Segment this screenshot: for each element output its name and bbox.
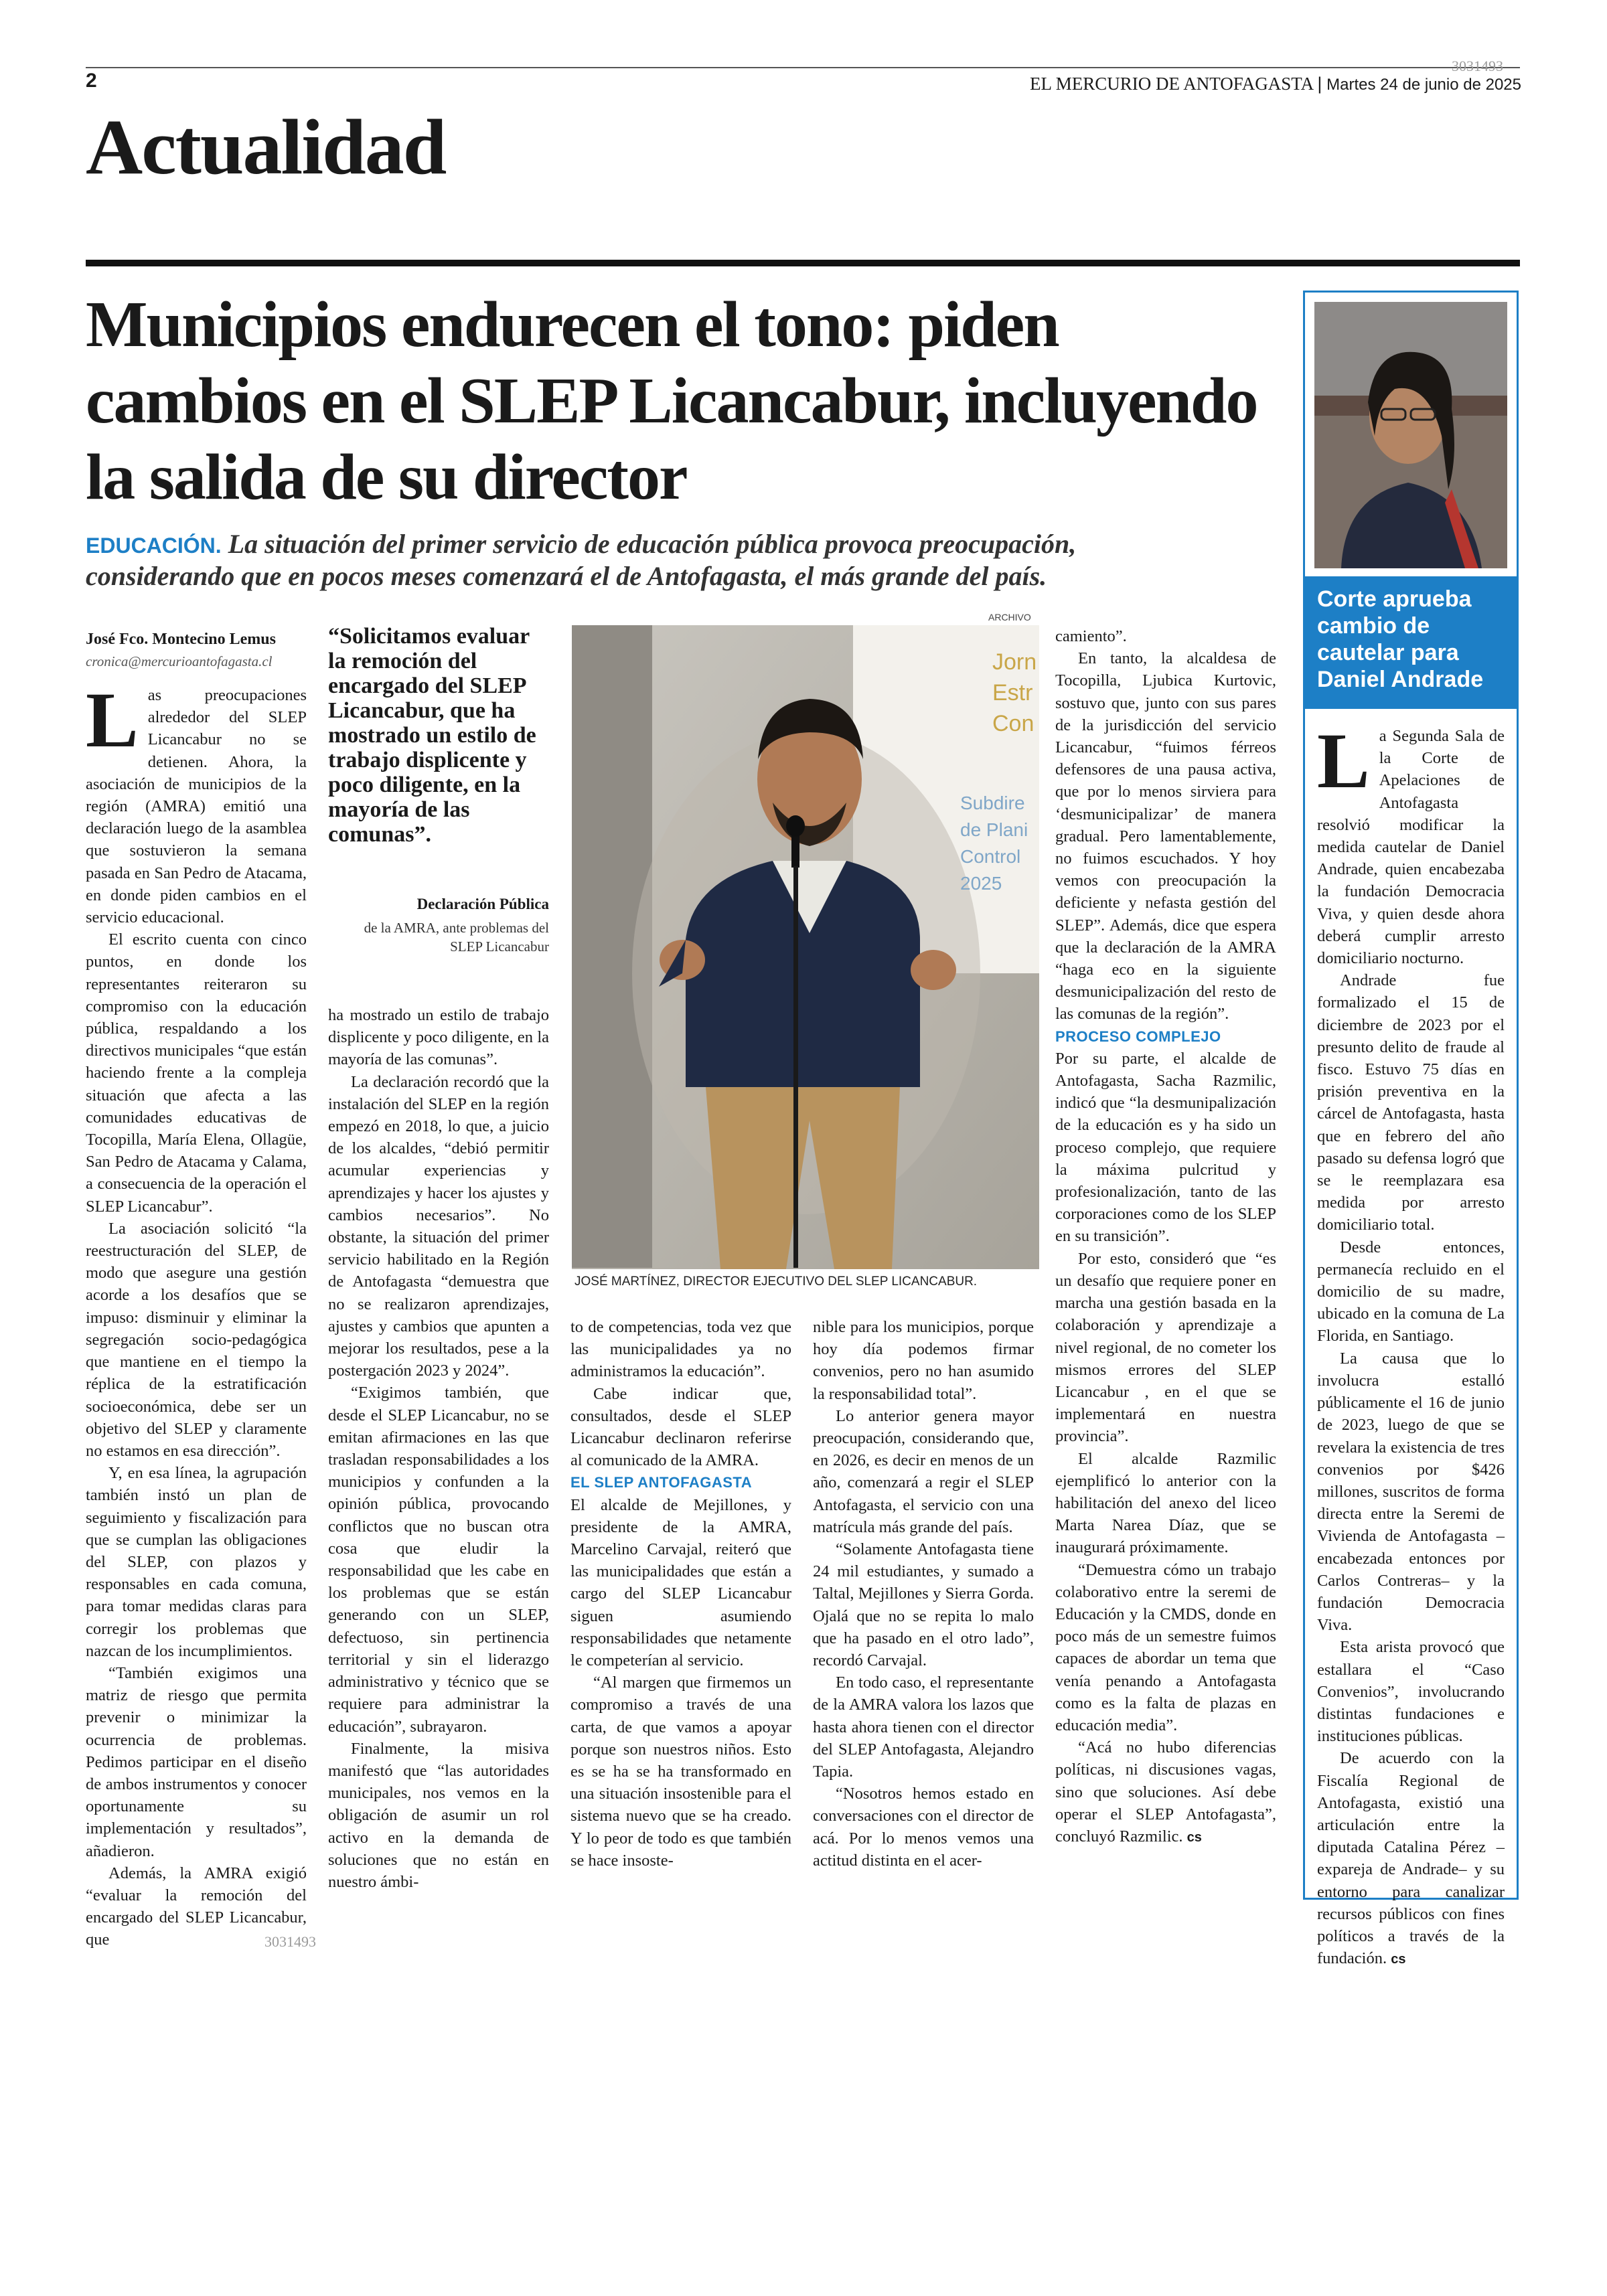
col3-p1: to de competencias, toda vez que las municipalidades ya no administramos la educación”. [570,1318,791,1381]
sidebar-end-mark: cs [1391,1952,1406,1967]
col5-p7-text: “Acá no hubo diferencias políticas, ni discusiones vagas, sino que soluciones. Así debe operar el SLEP Antofagasta”, concluyó Razmilic. [1055,1738,1276,1846]
col5-p2: En tanto, la alcaldesa de Tocopilla, Ljubica Kurtovic, sostuvo que, junto con sus pares de la jurisdicción del servicio Licancabur, “fuimos férreos defensores de una pausa activa, que por lo menos sirviera para ‘desmunicipalizar’ de manera gradual. Pero lamentablemente, no fuimos escuchados. Y hoy vemos con preocupación la deficiente y nefasta gestión del SLEP”. Además, dice que espera que la declaración de la AMRA “haga eco en la siguiente desmunicipalización del resto de las comunas de la región”. [1055,649,1276,1023]
headline: Municipios endurecen el tono: piden cambios en el SLEP Licancabur, incluyendo la salida de su director [86,289,1257,513]
col1-p6: Además, la AMRA exigió “evaluar la remoción del encargado del SLEP Licancabur, que [86,1864,307,1949]
sidebar-photo [1314,302,1507,568]
col1-p1: as preocupaciones alrededor del SLEP Licancabur no se detienen. Ahora, la asociación de municipios de la región (AMRA) emitió una declaración luego de la asamblea que sostuvieron la semana pasada en San Pedro de Atacama, en donde piden cambios en el servicio educacional. [86,686,307,927]
col5-p5: El alcalde Razmilic ejemplificó lo anterior con la habilitación del anexo del liceo Marta Narea Díaz, que se inaugurará próximamente. [1055,1449,1276,1557]
masthead-divider: | [1317,74,1322,94]
dropcap: L [86,676,139,764]
author-name: José Fco. Montecino Lemus [86,631,276,648]
sidebar-p5: Esta arista provocó que estallara el “Caso Convenios”, involucrando distintas fundaciones e instituciones públicas. [1317,1638,1505,1746]
page-id-top: 3031493 [1452,58,1503,74]
section-title: Actualidad [86,103,446,191]
col3-p4: “Al margen que firmemos un compromiso a través de una carta, de que vamos a apoyar porque son nuestros niños. Esto es se ha se ha transformado en una situación insostenible para el sistema nuevo que se ha creado. Y lo peor de todo es que también se hace insoste- [570,1673,791,1870]
col4-p3: “Solamente Antofagasta tiene 24 mil estudiantes, y sumado a Taltal, Mejillones y Sierra Gorda. Ojalá que no se repita lo malo que ha pasado en el otro lado”, recordó Carvajal. [813,1540,1034,1670]
sidebar-box [1303,291,1519,1968]
sidebar-p6-text: De acuerdo con la Fiscalía Regional de Antofagasta, existió una articulación entre la diputada Catalina Pérez –expareja de Andrade– y su entorno para canalizar recursos públicos con fines políticos a través de la fundación. [1317,1749,1505,1968]
col4-p1: nible para los municipios, porque hoy día podemos firmar convenios, pero no han asumido la responsabilidad total”. [813,1318,1034,1403]
photo-credit: ARCHIVO [988,612,1031,623]
sidebar-photo-scene [1314,302,1507,568]
screen-text-5: de Plani [960,819,1028,840]
sidebar-body [1317,717,1505,1968]
end-mark: cs [1187,1829,1202,1845]
article-column-2 [328,1004,549,1900]
col5-p3: Por su parte, el alcalde de Antofagasta, Sacha Razmilic, indicó que “la desmunipalización de la educación es y ha sido un proceso complejo, que requiere la máxima pulcritud y profesionalización, tanto de las corporaciones como de los SLEP en su transición”. [1055,1049,1276,1246]
sidebar-p2: Andrade fue formalizado el 15 de diciembre de 2023 por el presunto delito de fraude al fisco. Estuvo 75 días en prisión preventiva en la cárcel de Antofagasta, hasta que en febrero del año pasado su defensa logró que se le reemplazara esa medida por arresto domiciliario total. [1317,971,1505,1234]
pull-quote-detail: de la AMRA, ante problemas del SLEP Licancabur [364,920,549,955]
col4-p2: Lo anterior genera mayor preocupación, considerando que, en 2026, es decir en menos de un año, comenzará a regir el SLEP Antofagasta, el servicio con una matrícula más grande del país. [813,1406,1034,1536]
col5-subhead: PROCESO COMPLEJO [1055,1028,1221,1045]
col5-p1: camiento”. [1055,627,1127,645]
pull-quote-source: Declaración Pública [416,896,549,912]
page-number: 2 [86,70,97,92]
sidebar-headline: Corte aprueba cambio de cautelar para Daniel Andrade [1305,576,1517,709]
col3-subhead: EL SLEP ANTOFAGASTA [570,1474,753,1491]
author-email: cronica@mercurioantofagasta.cl [86,653,273,669]
section-rule [86,260,1520,266]
col5-p6: “Demuestra cómo un trabajo colaborativo entre la seremi de Educación y la CMDS, donde en poco más de un semestre fuimos capaces de abordar un tema que venía penando a Antofagasta como es la falta de plazas en educación media”. [1055,1560,1276,1734]
kicker: EDUCACIÓN. [86,534,222,558]
col2-p1: ha mostrado un estilo de trabajo displicente y poco diligente, en la mayoría de las comunas”. [328,1006,549,1069]
masthead-line [1030,74,1521,94]
col5-p7 [1055,1736,1276,1849]
col1-p2: El escrito cuenta con cinco puntos, en donde los representantes reiteraron su compromiso con la educación pública, respaldando a los directivos municipales “que están haciendo frente a la compleja situación que afecta a las comunidades educativas de Tocopilla, María Elena, Ollagüe, San Pedro de Atacama y Calama, a consecuencia de la operación el SLEP Licancabur”. [86,930,307,1216]
col4-p5: “Nosotros hemos estado en conversaciones con el director de acá. Por lo menos vemos una actitud distinta en el acer- [813,1785,1034,1870]
article-column-5 [1055,625,1276,1900]
watermark-id: 3031493 [264,1933,316,1950]
col2-p3: “Exigimos también, que desde el SLEP Licancabur, no se emitan afirmaciones en las que trasladan responsabilidades a los municipios y confunden a la opinión pública, provocando conflictos que no buscan otra cosa que eludir la responsabilidad que les cabe en los problemas que se están generando con un SLEP, defectuoso, sin pertinencia territorial y sin el liderazgo administrativo y técnico que se requiere para administrar la educación”, subrayaron. [328,1384,549,1736]
sidebar-p4: La causa que lo involucra estalló públicamente el 16 de junio de 2023, luego de que se revelara la existencia de tres convenios por $426 millones, suscritos de forma directa entre la Seremi de Vivienda de Antofagasta –encabezada entonces por Carlos Contreras– y la fundación Democracia Viva. [1317,1349,1505,1635]
col5-p4: Por esto, consideró que “es un desafío que requiere poner en marcha una gestión basada en la colaboración y aprendizaje a nivel regional, de no cometer los mismos errores del SLEP Licancabur , en el que se implementará en nuestra provincia”. [1055,1249,1276,1446]
publication-name: EL MERCURIO DE ANTOFAGASTA [1029,74,1313,94]
col2-p4: Finalmente, la misiva manifestó que “las autoridades municipales, nos vemos en la obligación de asumir un rol activo en la demanda de soluciones que no están en nuestro ámbi- [328,1739,549,1891]
lead-text: La situación del primer servicio de educación pública provoca preocupación, considerando que en pocos meses comenzará el de Antofagasta, el más grande del país. [86,529,1077,591]
header-rule [86,67,1520,68]
sidebar-p1: a Segunda Sala de la Corte de Apelaciones de Antofagasta resolvió modificar la medida cautelar de Daniel Andrade, quien encabezaba la fundación Democracia Viva, y quien desde ahora deberá cumplir arresto domiciliario nocturno. [1317,727,1505,968]
photo-director [572,625,1039,1269]
pull-quote: “Solicitamos evaluar la remoción del encargado del SLEP Licancabur, que ha mostrado un estilo de trabajo displicente y poco diligente, en la mayoría de las comunas”. [328,624,536,847]
sidebar-p6 [1317,1747,1505,1971]
photo-scene [572,625,1039,1269]
screen-text-3: Con [992,711,1035,736]
col3-p2: Cabe indicar que, consultados, desde el SLEP Licancabur declinaron referirse al comunicado de la AMRA. [570,1384,791,1470]
lead [86,529,1144,592]
sidebar-p3: Desde entonces, permanecía recluido en el domicilio de su madre, ubicado en la comuna de La Florida, en Santiago. [1317,1238,1505,1345]
sidebar-dropcap: L [1317,717,1370,805]
col1-p3: La asociación solicitó “la reestructuración del SLEP, de modo que asegure una gestión acorde a los desafíos que se impuso: disminuir y eliminar la segregación socio-pedagógica que mantiene en el tiempo la réplica de la estratificación socioeconómica, debe ser un objetivo del SLEP y claramente no estamos en esa dirección”. [86,1219,307,1460]
screen-text-4: Subdire [960,793,1025,813]
article-column-4 [813,1316,1034,1900]
screen-text-2: Estr [992,680,1033,706]
photo-caption: JOSÉ MARTÍNEZ, DIRECTOR EJECUTIVO DEL SLEP LICANCABUR. [575,1275,978,1289]
col4-p4: En todo caso, el representante de la AMRA valora los lazos que hasta ahora tienen con el director del SLEP Antofagasta, Alejandro Tapia. [813,1673,1034,1781]
col3-p3: El alcalde de Mejillones, y presidente de la AMRA, Marcelino Carvajal, reiteró que las municipalidades que están a cargo del SLEP Licancabur siguen asumiendo responsabilidades que netamente le competerían al servicio. [570,1495,791,1670]
screen-text-7: 2025 [960,873,1002,894]
article-column-3 [570,1316,791,1900]
screen-text-6: Control [960,846,1021,867]
screen-text-1: Jorn [992,649,1037,675]
col1-p4: Y, en esa línea, la agrupación también instó un plan de seguimiento y fiscalización para que se cumplan las obligaciones del SLEP, con plazos y responsables en cada comuna, para tomar medidas claras para corregir los problemas que nazcan de los incumplimientos. [86,1464,307,1660]
publication-date: Martes 24 de junio de 2025 [1326,76,1521,94]
col1-p5: “También exigimos una matriz de riesgo que permita prevenir o minimizar la ocurrencia de problemas. Pedimos participar en el diseño de ambos instrumentos y conocer oportunamente su implementación y resultados”, añadieron. [86,1663,307,1860]
col2-p2: La declaración recordó que la instalación del SLEP en la región empezó en 2018, lo que, a juicio de los alcaldes, “debió permitir acumular experiencias y aprendizajes y hacer los ajustes y cambios necesarios”. No obstante, la situación del primer servicio habilitado en la Región de Antofagasta “demuestra que no se realizaron aprendizajes, ajustes y cambios que apunten a mejorar los resultados, pese a la postergación 2023 y 2024”. [328,1072,549,1380]
